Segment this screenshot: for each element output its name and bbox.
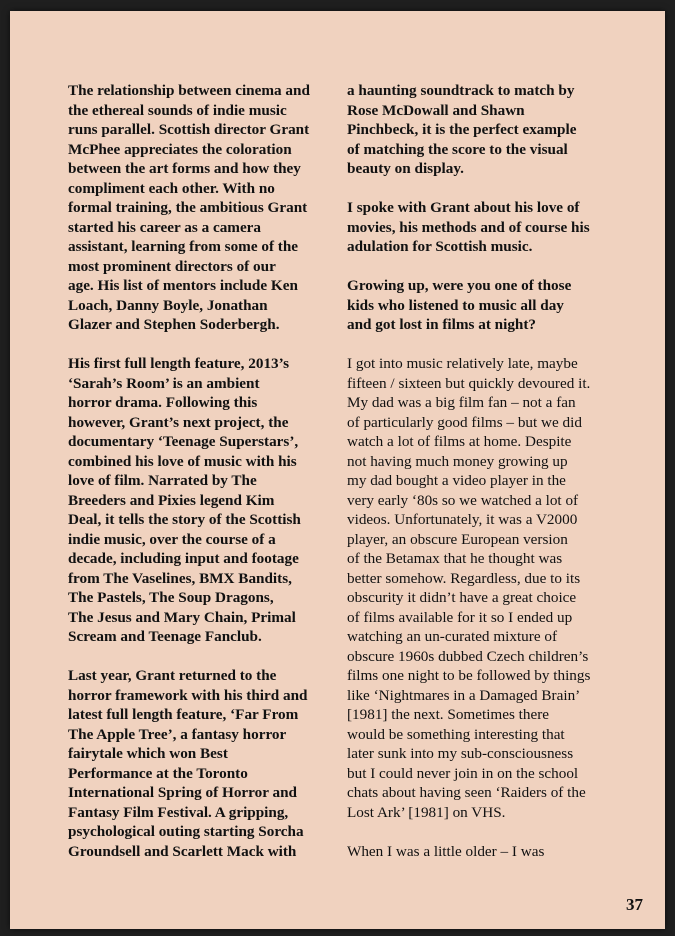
paragraph-gap [68,647,330,667]
text-line: the ethereal sounds of indie music [68,101,287,119]
text-line: however, Grant’s next project, the [68,413,289,431]
text-line: combined his love of music with his [68,452,297,470]
third-paragraph [68,666,330,861]
text-line: fifteen / sixteen but quickly devoured it. [347,374,591,392]
text-line: Glazer and Stephen Soderbergh. [68,316,280,333]
text-line: better somehow. Regardless, due to its [347,569,581,587]
text-line: horror framework with his third and [68,686,308,704]
text-line: movies, his methods and of course his [347,218,590,236]
interview-lead [347,198,615,257]
text-line: obscurity it didn’t have a great choice [347,589,577,606]
text-line: Groundsell and Scarlett Mack with [68,842,297,860]
text-line: McPhee appreciates the coloration [68,140,292,158]
text-line: Pinchbeck, it is the perfect example [347,121,577,138]
text-line: not having much money growing up [347,452,568,470]
text-line: indie music, over the course of a [68,530,276,548]
text-line: horror drama. Following this [68,394,258,411]
magazine-page [10,11,665,929]
text-line: fairytale which won Best [68,745,228,762]
text-line: Lost Ark’ [1981] on VHS. [347,803,506,821]
text-line: psychological outing starting Sorcha [68,823,304,840]
text-line: ‘Sarah’s Room’ is an ambient [68,374,260,392]
text-line: Growing up, were you one of those [347,277,572,294]
text-line: like ‘Nightmares in a Damaged Brain’ [347,686,581,704]
second-paragraph [68,354,330,647]
text-line: Scream and Teenage Fanclub. [68,628,262,645]
text-line: films one night to be followed by things [347,667,591,684]
paragraph-gap [68,335,330,355]
text-line: The Pastels, The Soup Dragons, [68,589,274,606]
text-line: His first full length feature, 2013’s [68,355,290,372]
text-line: very early ‘80s so we watched a lot of [347,491,579,509]
text-line: adulation for Scottish music. [347,238,533,255]
text-line: International Spring of Horror and [68,784,297,801]
text-line: formal training, the ambitious Grant [68,199,308,216]
text-line: most prominent directors of our [68,257,276,275]
text-line: started his career as a camera [68,218,262,236]
text-line: kids who listened to music all day [347,296,564,314]
text-line: When I was a little older – I was [347,842,545,860]
intro-paragraph [68,81,330,335]
text-line: The Jesus and Mary Chain, Primal [68,608,296,626]
text-line: Loach, Danny Boyle, Jonathan [68,296,268,314]
text-line: compliment each other. With no [68,179,275,197]
paragraph-gap [347,335,615,355]
text-line: latest full length feature, ‘Far From [68,706,299,723]
text-line: I got into music relatively late, maybe [347,355,578,372]
intro-continuation [347,81,615,179]
text-line: documentary ‘Teenage Superstars’, [68,433,299,450]
text-line: of the Betamax that he thought was [347,550,563,567]
left-column [68,81,330,861]
interview-answer [347,354,615,822]
text-line: a haunting soundtrack to match by [347,82,575,99]
text-line: watch a lot of films at home. Despite [347,433,572,450]
text-line: Rose McDowall and Shawn [347,101,525,119]
text-line: but I could never join in on the school [347,764,579,782]
text-line: player, an obscure European version [347,530,568,548]
text-line: Last year, Grant returned to the [68,667,277,684]
text-line: beauty on display. [347,160,464,177]
text-line: assistant, learning from some of the [68,238,299,255]
text-line: between the art forms and how they [68,160,301,177]
text-line: later sunk into my sub-consciousness [347,745,574,762]
paragraph-gap [347,179,615,199]
text-line: and got lost in films at night? [347,316,537,333]
text-line: Performance at the Toronto [68,764,248,782]
text-line: [1981] the next. Sometimes there [347,706,550,723]
text-line: Deal, it tells the story of the Scottish [68,511,301,528]
text-line: of films available for it so I ended up [347,608,573,626]
text-line: Breeders and Pixies legend Kim [68,491,275,509]
text-line: love of film. Narrated by The [68,472,257,489]
text-line: of matching the score to the visual [347,140,568,158]
text-line: my dad bought a video player in the [347,472,566,489]
right-column [347,81,615,861]
text-line: Fantasy Film Festival. A gripping, [68,803,289,821]
text-line: age. His list of mentors include Ken [68,277,298,294]
paragraph-gap [347,822,615,842]
interview-answer-continued [347,842,615,862]
text-line: decade, including input and footage [68,550,299,567]
text-line: of particularly good films – but we did [347,413,582,431]
text-line: would be something interesting that [347,725,565,743]
text-line: The relationship between cinema and [68,82,310,99]
text-line: videos. Unfortunately, it was a V2000 [347,511,578,528]
paragraph-gap [347,257,615,277]
text-line: chats about having seen ‘Raiders of the [347,784,586,801]
text-line: runs parallel. Scottish director Grant [68,121,310,138]
page-number: 37 [626,895,643,914]
text-line: watching an un-curated mixture of [347,628,558,645]
text-line: from The Vaselines, BMX Bandits, [68,569,292,587]
text-line: The Apple Tree’, a fantasy horror [68,725,287,743]
text-line: obscure 1960s dubbed Czech children’s [347,647,589,665]
text-line: I spoke with Grant about his love of [347,199,580,216]
text-line: My dad was a big film fan – not a fan [347,394,576,411]
interview-question [347,276,615,335]
